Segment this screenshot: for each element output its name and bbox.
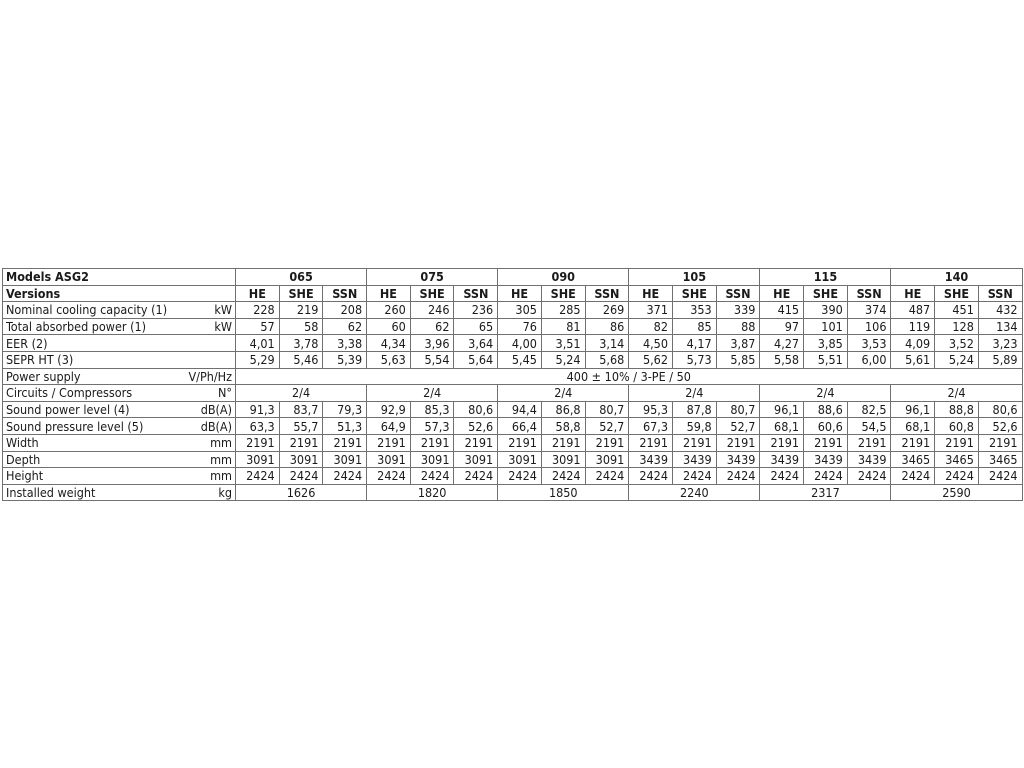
table-cell: 2424 [279,468,323,485]
version-header: SSN [978,285,1022,302]
table-cell: 67,3 [629,418,673,435]
table-cell: 3091 [323,451,367,468]
version-header: HE [498,285,542,302]
table-cell: 2424 [323,468,367,485]
table-cell: 3465 [891,451,935,468]
table-cell: 5,39 [323,351,367,368]
table-cell: 4,09 [891,335,935,352]
table-cell: 66,4 [498,418,542,435]
table-cell: 246 [410,302,454,319]
table-cell: 3091 [498,451,542,468]
table-cell-group: 2/4 [498,385,629,402]
model-header: 105 [629,269,760,286]
models-header-label: Models ASG2 [3,269,236,286]
table-row [3,418,1023,435]
table-row [3,401,1023,418]
table-cell: 85,3 [410,401,454,418]
table-cell: 101 [804,318,848,335]
row-label: Depth [3,451,181,468]
table-cell: 305 [498,302,542,319]
table-cell: 4,01 [236,335,280,352]
table-cell: 80,6 [454,401,498,418]
version-header: SHE [804,285,848,302]
table-cell: 5,68 [585,351,629,368]
table-cell: 451 [935,302,979,319]
table-cell: 85 [672,318,716,335]
version-header: SSN [323,285,367,302]
version-header: SHE [672,285,716,302]
table-cell: 5,29 [236,351,280,368]
table-cell: 2424 [760,468,804,485]
table-cell: 2191 [629,434,673,451]
table-cell: 2424 [454,468,498,485]
table-cell: 57,3 [410,418,454,435]
table-cell: 2424 [585,468,629,485]
row-unit: kg [181,484,236,501]
versions-header-row [3,285,1023,302]
model-header: 140 [891,269,1022,286]
table-cell: 3,87 [716,335,760,352]
table-cell: 208 [323,302,367,319]
table-cell: 86 [585,318,629,335]
row-unit: V/Ph/Hz [181,368,236,385]
table-cell: 58,8 [541,418,585,435]
table-cell: 5,54 [410,351,454,368]
table-cell: 4,34 [367,335,411,352]
table-cell: 5,24 [541,351,585,368]
model-header: 115 [760,269,891,286]
table-cell: 5,58 [760,351,804,368]
row-label: Total absorbed power (1) [3,318,181,335]
table-cell-group: 2/4 [367,385,498,402]
table-row [3,484,1023,501]
table-cell: 88,6 [804,401,848,418]
table-cell: 3439 [804,451,848,468]
table-cell: 82,5 [847,401,891,418]
table-cell: 91,3 [236,401,280,418]
table-cell: 52,7 [585,418,629,435]
table-cell: 3091 [279,451,323,468]
table-cell-group: 1850 [498,484,629,501]
table-cell: 2191 [935,434,979,451]
table-cell: 5,62 [629,351,673,368]
table-cell: 3,96 [410,335,454,352]
table-cell: 106 [847,318,891,335]
table-cell: 3,53 [847,335,891,352]
table-cell: 2191 [410,434,454,451]
table-cell: 487 [891,302,935,319]
table-cell: 3091 [585,451,629,468]
table-cell: 3439 [629,451,673,468]
table-cell: 5,61 [891,351,935,368]
table-cell: 2424 [672,468,716,485]
row-label: Nominal cooling capacity (1) [3,302,181,319]
table-cell: 4,17 [672,335,716,352]
table-cell: 2191 [454,434,498,451]
table-cell: 60 [367,318,411,335]
table-cell: 2424 [367,468,411,485]
table-row [3,302,1023,319]
table-cell: 228 [236,302,280,319]
version-header: HE [760,285,804,302]
table-cell: 64,9 [367,418,411,435]
table-cell: 76 [498,318,542,335]
table-cell: 54,5 [847,418,891,435]
table-cell: 97 [760,318,804,335]
version-header: SHE [541,285,585,302]
table-cell: 5,73 [672,351,716,368]
table-cell: 3091 [454,451,498,468]
table-row [3,368,1023,385]
table-cell: 63,3 [236,418,280,435]
table-cell: 92,9 [367,401,411,418]
table-cell-full: 400 ± 10% / 3-PE / 50 [236,368,1023,385]
table-cell: 2191 [716,434,760,451]
table-cell: 353 [672,302,716,319]
table-cell: 58 [279,318,323,335]
version-header: HE [367,285,411,302]
table-cell: 2191 [847,434,891,451]
version-header: HE [629,285,673,302]
version-header: SHE [410,285,454,302]
table-cell: 3465 [978,451,1022,468]
table-cell: 374 [847,302,891,319]
table-cell: 81 [541,318,585,335]
row-unit: N° [181,385,236,402]
table-cell: 95,3 [629,401,673,418]
table-cell: 60,8 [935,418,979,435]
table-cell: 3439 [760,451,804,468]
table-cell: 4,00 [498,335,542,352]
version-header: SHE [279,285,323,302]
table-cell: 2424 [978,468,1022,485]
table-cell-group: 2240 [629,484,760,501]
version-header: SSN [454,285,498,302]
table-cell: 88 [716,318,760,335]
table-cell: 2424 [804,468,848,485]
table-cell: 83,7 [279,401,323,418]
version-header: SSN [716,285,760,302]
table-cell: 2424 [410,468,454,485]
version-header: HE [891,285,935,302]
table-cell: 285 [541,302,585,319]
version-header: SHE [935,285,979,302]
table-cell-group: 2/4 [891,385,1022,402]
spec-table-container [2,268,1021,501]
table-cell: 2424 [847,468,891,485]
row-unit [181,351,236,368]
table-row [3,434,1023,451]
table-cell: 88,8 [935,401,979,418]
table-cell: 2191 [367,434,411,451]
table-cell: 52,7 [716,418,760,435]
table-cell: 82 [629,318,673,335]
table-cell: 60,6 [804,418,848,435]
table-cell: 2424 [236,468,280,485]
table-cell: 79,3 [323,401,367,418]
table-cell: 371 [629,302,673,319]
row-unit: mm [181,468,236,485]
table-cell: 3,14 [585,335,629,352]
table-cell: 57 [236,318,280,335]
table-cell: 5,64 [454,351,498,368]
table-cell: 65 [454,318,498,335]
table-cell: 80,7 [716,401,760,418]
table-cell: 52,6 [454,418,498,435]
table-cell: 96,1 [891,401,935,418]
table-cell: 3439 [716,451,760,468]
table-cell-group: 1626 [236,484,367,501]
table-cell-group: 2/4 [629,385,760,402]
table-cell: 5,51 [804,351,848,368]
row-label: Circuits / Compressors [3,385,181,402]
spec-table [2,268,1023,501]
table-cell: 87,8 [672,401,716,418]
table-cell: 2424 [891,468,935,485]
table-cell: 2191 [498,434,542,451]
table-cell-group: 2/4 [236,385,367,402]
table-cell: 2191 [279,434,323,451]
table-cell: 3,64 [454,335,498,352]
table-cell: 2191 [541,434,585,451]
table-cell: 3091 [367,451,411,468]
table-cell: 128 [935,318,979,335]
table-cell: 3,78 [279,335,323,352]
table-cell: 2191 [585,434,629,451]
table-cell: 80,6 [978,401,1022,418]
table-cell: 4,27 [760,335,804,352]
row-unit: dB(A) [181,418,236,435]
table-cell: 86,8 [541,401,585,418]
row-label: SEPR HT (3) [3,351,181,368]
table-cell-group: 2590 [891,484,1022,501]
row-unit: dB(A) [181,401,236,418]
table-row [3,451,1023,468]
table-cell: 269 [585,302,629,319]
table-cell: 2191 [978,434,1022,451]
table-cell: 5,85 [716,351,760,368]
table-cell-group: 2317 [760,484,891,501]
row-label: Height [3,468,181,485]
table-cell: 2424 [629,468,673,485]
row-label: Installed weight [3,484,181,501]
table-cell: 2424 [541,468,585,485]
table-cell: 3,38 [323,335,367,352]
table-cell: 2424 [716,468,760,485]
table-cell: 94,4 [498,401,542,418]
table-row [3,335,1023,352]
table-cell: 2191 [804,434,848,451]
version-header: SSN [585,285,629,302]
row-label: Power supply [3,368,181,385]
table-cell: 4,50 [629,335,673,352]
table-cell: 2191 [323,434,367,451]
table-cell: 2191 [236,434,280,451]
table-cell: 62 [410,318,454,335]
table-cell: 5,24 [935,351,979,368]
version-header: HE [236,285,280,302]
version-header: SSN [847,285,891,302]
row-unit: kW [181,302,236,319]
table-cell: 432 [978,302,1022,319]
table-cell: 2191 [672,434,716,451]
versions-header-label: Versions [3,285,236,302]
table-cell: 5,89 [978,351,1022,368]
table-cell: 2191 [760,434,804,451]
table-cell: 219 [279,302,323,319]
table-cell: 2191 [891,434,935,451]
table-row [3,351,1023,368]
table-cell: 2424 [498,468,542,485]
table-cell: 260 [367,302,411,319]
table-row [3,318,1023,335]
row-unit: mm [181,434,236,451]
table-cell: 5,63 [367,351,411,368]
table-cell: 3465 [935,451,979,468]
table-row [3,468,1023,485]
model-header: 065 [236,269,367,286]
model-header: 090 [498,269,629,286]
models-header-row [3,269,1023,286]
row-unit: mm [181,451,236,468]
table-cell: 390 [804,302,848,319]
table-cell: 2424 [935,468,979,485]
row-label: EER (2) [3,335,181,352]
table-cell: 3091 [236,451,280,468]
row-label: Sound pressure level (5) [3,418,181,435]
table-cell: 3,23 [978,335,1022,352]
model-header: 075 [367,269,498,286]
table-cell: 3,52 [935,335,979,352]
table-cell: 52,6 [978,418,1022,435]
table-cell: 51,3 [323,418,367,435]
table-cell: 80,7 [585,401,629,418]
row-unit [181,335,236,352]
table-cell: 3439 [672,451,716,468]
table-cell: 59,8 [672,418,716,435]
table-cell: 3091 [410,451,454,468]
table-cell-group: 1820 [367,484,498,501]
table-cell: 62 [323,318,367,335]
table-cell: 5,46 [279,351,323,368]
row-label: Width [3,434,181,451]
table-cell: 68,1 [891,418,935,435]
table-cell: 236 [454,302,498,319]
table-cell: 3091 [541,451,585,468]
table-cell: 3439 [847,451,891,468]
table-cell: 68,1 [760,418,804,435]
row-unit: kW [181,318,236,335]
table-cell: 5,45 [498,351,542,368]
table-cell: 55,7 [279,418,323,435]
table-cell: 119 [891,318,935,335]
table-cell: 96,1 [760,401,804,418]
table-cell: 3,85 [804,335,848,352]
table-cell: 3,51 [541,335,585,352]
table-cell: 415 [760,302,804,319]
row-label: Sound power level (4) [3,401,181,418]
table-cell: 339 [716,302,760,319]
table-cell: 134 [978,318,1022,335]
table-row [3,385,1023,402]
table-cell: 6,00 [847,351,891,368]
table-cell-group: 2/4 [760,385,891,402]
